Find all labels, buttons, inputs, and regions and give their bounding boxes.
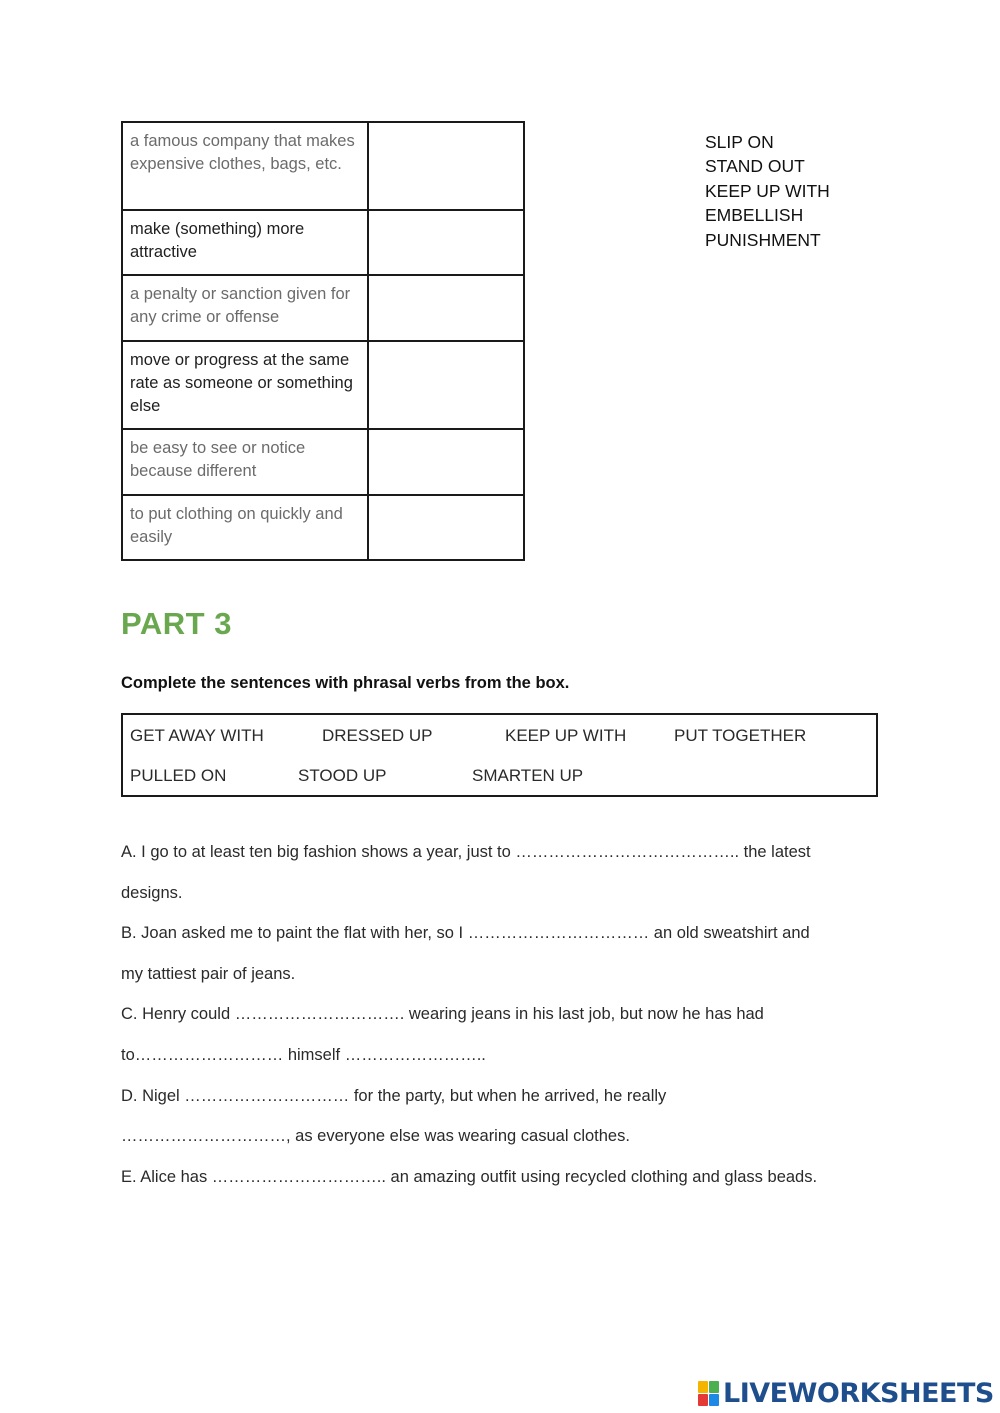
phrasal-verb-box (121, 713, 878, 797)
table-row (122, 275, 524, 341)
table-row (122, 122, 524, 210)
definition-cell: be easy to see or notice because different (122, 429, 368, 495)
sentence-line: my tattiest pair of jeans. (121, 964, 296, 983)
answer-input-6[interactable] (369, 496, 527, 538)
word-list (705, 130, 830, 252)
instruction: Complete the sentences with phrasal verbs from the box. (121, 674, 570, 692)
answer-cell[interactable] (368, 122, 524, 210)
verb-box-item: SMARTEN UP (472, 766, 584, 785)
sentence-line: B. Joan asked me to paint the flat with her, so I …………………………… an old sweatshirt and (121, 924, 810, 943)
table-row (122, 495, 524, 560)
answer-cell[interactable] (368, 429, 524, 495)
table-row (122, 429, 524, 495)
verb-box-item: DRESSED UP (322, 726, 433, 745)
verb-box-item: STOOD UP (298, 766, 387, 785)
sentence-line: A. I go to at least ten big fashion shows a year, just to ………………………………….. the latest (121, 843, 811, 861)
answer-input-5[interactable] (369, 430, 527, 472)
liveworksheets-logo (697, 1376, 994, 1410)
definition-cell: a penalty or sanction given for any crime or offense (122, 275, 368, 341)
table-row (122, 341, 524, 429)
word-list-item: SLIP ON (705, 132, 774, 152)
answer-cell[interactable] (368, 495, 524, 560)
answer-cell[interactable] (368, 275, 524, 341)
definition-cell: a famous company that makes expensive clothes, bags, etc. (122, 122, 368, 210)
matching-table (121, 121, 525, 561)
logo-text: LIVEWORKSHEETS (723, 1377, 994, 1409)
table-row (122, 210, 524, 275)
liveworksheets-logo-icon (697, 1378, 721, 1408)
answer-input-2[interactable] (369, 211, 527, 253)
sentence-line: …………………………, as everyone else was wearing casual clothes. (121, 1127, 630, 1146)
answer-cell[interactable] (368, 210, 524, 275)
part-title: PART 3 (121, 606, 232, 641)
definition-cell: make (something) more attractive (122, 210, 368, 275)
verb-box-item: PULLED ON (130, 766, 227, 785)
sentence-line: E. Alice has ………………………….. an amazing outfit using recycled clothing and glass beads. (121, 1167, 818, 1186)
word-list-item: PUNISHMENT (705, 229, 821, 250)
definition-cell: to put clothing on quickly and easily (122, 495, 368, 560)
sentence-line: D. Nigel ………………………… for the party, but when he arrived, he really (121, 1086, 667, 1105)
answer-input-1[interactable] (369, 123, 527, 165)
verb-box-item: GET AWAY WITH (130, 726, 264, 745)
answer-cell[interactable] (368, 341, 524, 429)
verb-box-item: KEEP UP WITH (505, 726, 627, 745)
sentence-line: to……………………… himself …………………….. (121, 1045, 486, 1064)
sentence-line: C. Henry could …………………………. wearing jeans in his last job, but now he has had (121, 1005, 764, 1024)
answer-input-4[interactable] (369, 342, 527, 384)
answer-input-3[interactable] (369, 276, 527, 318)
word-list-item: KEEP UP WITH (705, 180, 830, 201)
word-list-item: STAND OUT (705, 156, 805, 177)
sentences (121, 832, 881, 1197)
word-list-item: EMBELLISH (705, 205, 804, 226)
verb-box-item: PUT TOGETHER (674, 726, 807, 745)
sentence-line: designs. (121, 883, 183, 902)
definition-cell: move or progress at the same rate as someone or something else (122, 341, 368, 429)
